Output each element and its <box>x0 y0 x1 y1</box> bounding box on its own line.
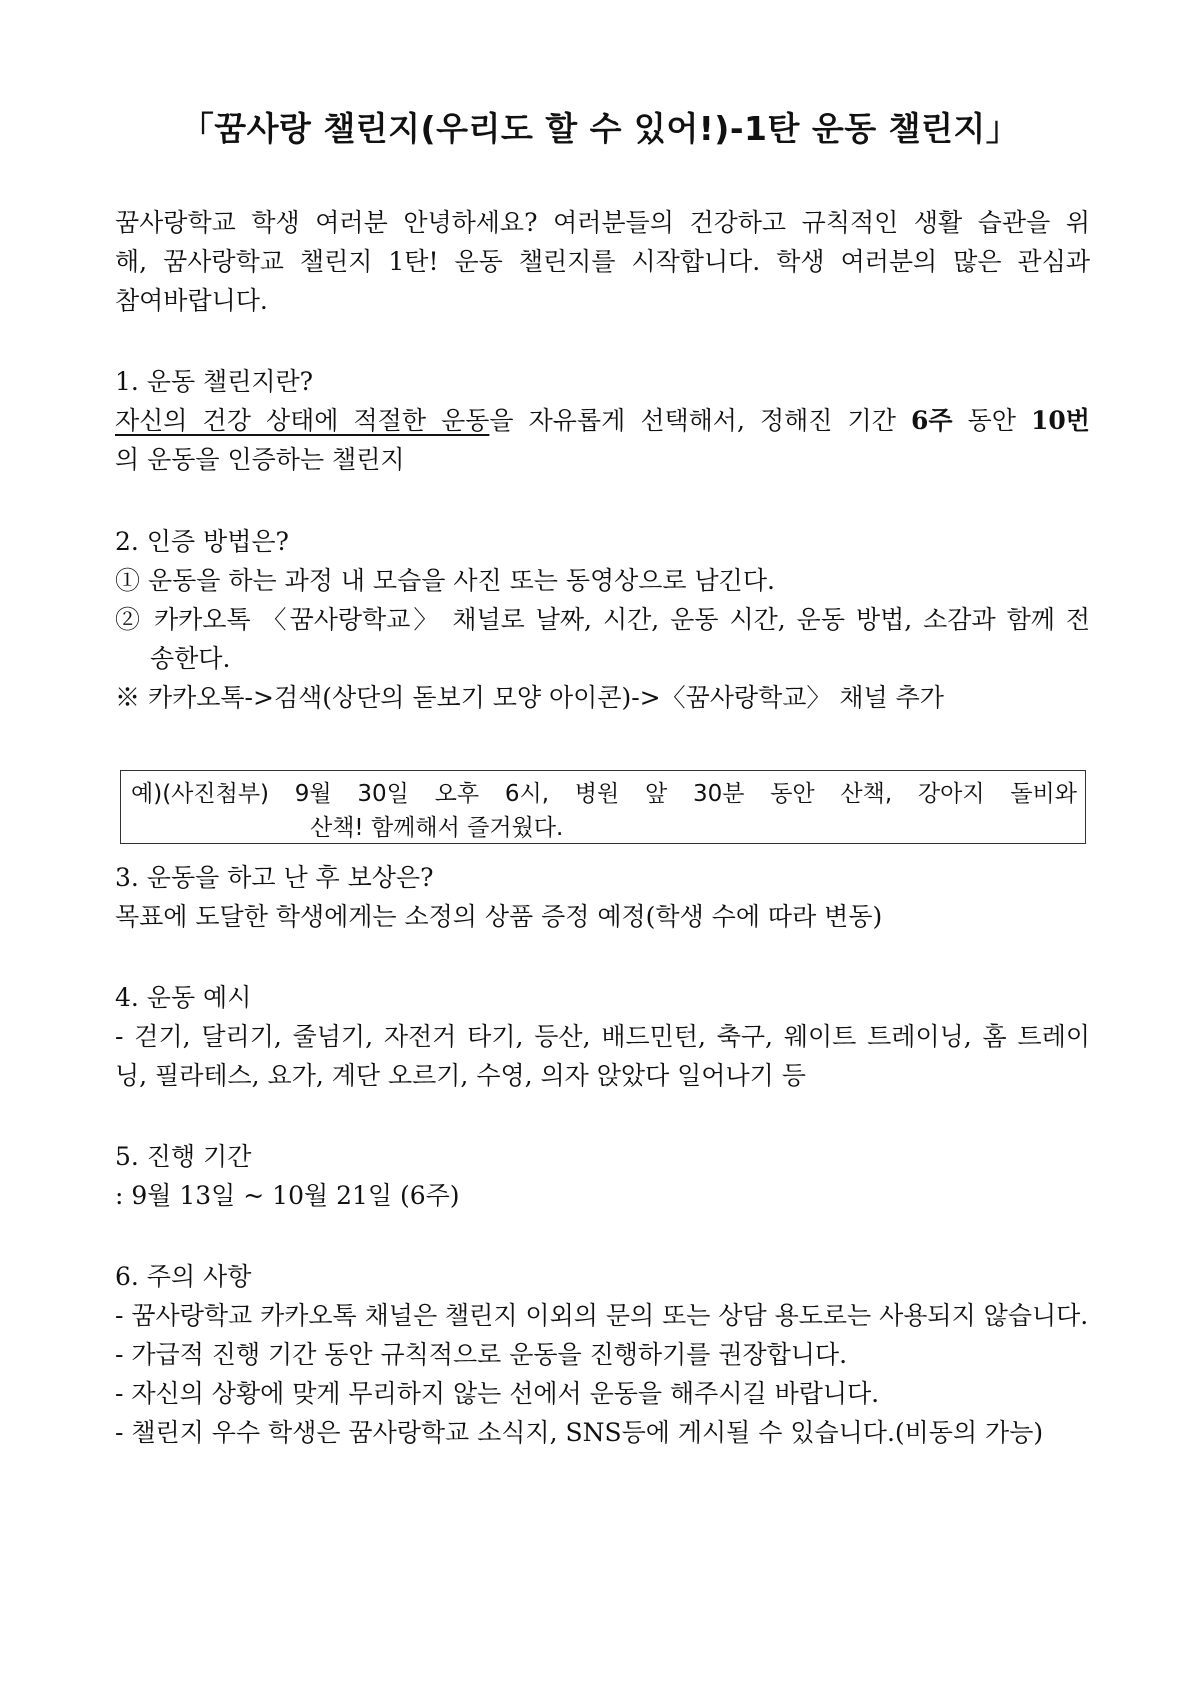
intro-line-2: 해, 꿈사랑학교 챌린지 1탄! 운동 챌린지를 시작합니다. 학생 여러분의 많은 관심과 <box>115 247 1090 276</box>
section1-text-b: 동안 <box>952 406 1032 435</box>
section4-examples-line-1: - 걷기, 달리기, 줄넘기, 자전거 타기, 등산, 배드민턴, 축구, 웨이트 트레이닝, 홈 트레이 <box>115 1022 1090 1051</box>
section1-heading: 1. 운동 챌린지란? <box>115 367 314 396</box>
intro-line-1: 꿈사랑학교 학생 여러분 안녕하세요? 여러분들의 건강하고 규칙적인 생활 습관을 위 <box>115 208 1090 237</box>
section2-step-1: ① 운동을 하는 과정 내 모습을 사진 또는 동영상으로 남긴다. <box>115 566 775 595</box>
section5-period: : 9월 13일 ~ 10월 21일 (6주) <box>115 1181 460 1210</box>
intro-line-3: 참여바랍니다. <box>115 286 268 315</box>
section1-definition-line-2: 의 운동을 인증하는 챌린지 <box>115 445 405 474</box>
section6-item: - 가급적 진행 기간 동안 규칙적으로 운동을 진행하기를 권장합니다. <box>115 1340 848 1369</box>
section6-heading: 6. 주의 사항 <box>115 1262 252 1291</box>
section3-heading: 3. 운동을 하고 난 후 보상은? <box>115 863 434 892</box>
section1-weeks: 6주 <box>910 406 953 435</box>
section1-definition-line-1 <box>115 401 1090 437</box>
section6-item: - 꿈사랑학교 카카오톡 채널은 챌린지 이외의 문의 또는 상담 용도로는 사용되지 않습니다. <box>115 1301 1089 1330</box>
section2-heading: 2. 인증 방법은? <box>115 527 289 556</box>
section2-step-2-line-2: 송한다. <box>150 644 231 673</box>
section6-item: - 챌린지 우수 학생은 꿈사랑학교 소식지, SNS등에 게시될 수 있습니다.(비동의 가능) <box>115 1418 1044 1447</box>
section2-note: ※ 카카오톡->검색(상단의 돋보기 모양 아이콘)->〈꿈사랑학교〉 채널 추가 <box>115 683 944 712</box>
example-line-1: 예)(사진첨부) 9월 30일 오후 6시, 병원 앞 30분 동안 산책, 강아지 돌비와 <box>131 781 1077 807</box>
section3-text: 목표에 도달한 학생에게는 소정의 상품 증정 예정(학생 수에 따라 변동) <box>115 902 883 931</box>
section2-step-2-line-1: ② 카카오톡 〈꿈사랑학교〉 채널로 날짜, 시간, 운동 시간, 운동 방법, 소감과 함께 전 <box>115 605 1090 634</box>
section4-heading: 4. 운동 예시 <box>115 983 252 1012</box>
section1-underlined-phrase: 자신의 건강 상태에 적절한 운동 <box>115 406 490 435</box>
example-box <box>120 770 1086 844</box>
section1-text-a: 을 자유롭게 선택해서, 정해진 기간 <box>489 406 911 435</box>
example-line-2: 산책! 함께해서 즐거웠다. <box>310 815 564 841</box>
section4-examples-line-2: 닝, 필라테스, 요가, 계단 오르기, 수영, 의자 앉았다 일어나기 등 <box>115 1061 806 1090</box>
section6-item: - 자신의 상황에 맞게 무리하지 않는 선에서 운동을 해주시길 바랍니다. <box>115 1379 880 1408</box>
document-title: 「꿈사랑 챌린지(우리도 할 수 있어!)-1탄 운동 챌린지」 <box>180 109 1020 148</box>
section5-heading: 5. 진행 기간 <box>115 1142 252 1171</box>
section1-count: 10번 <box>1031 406 1090 435</box>
